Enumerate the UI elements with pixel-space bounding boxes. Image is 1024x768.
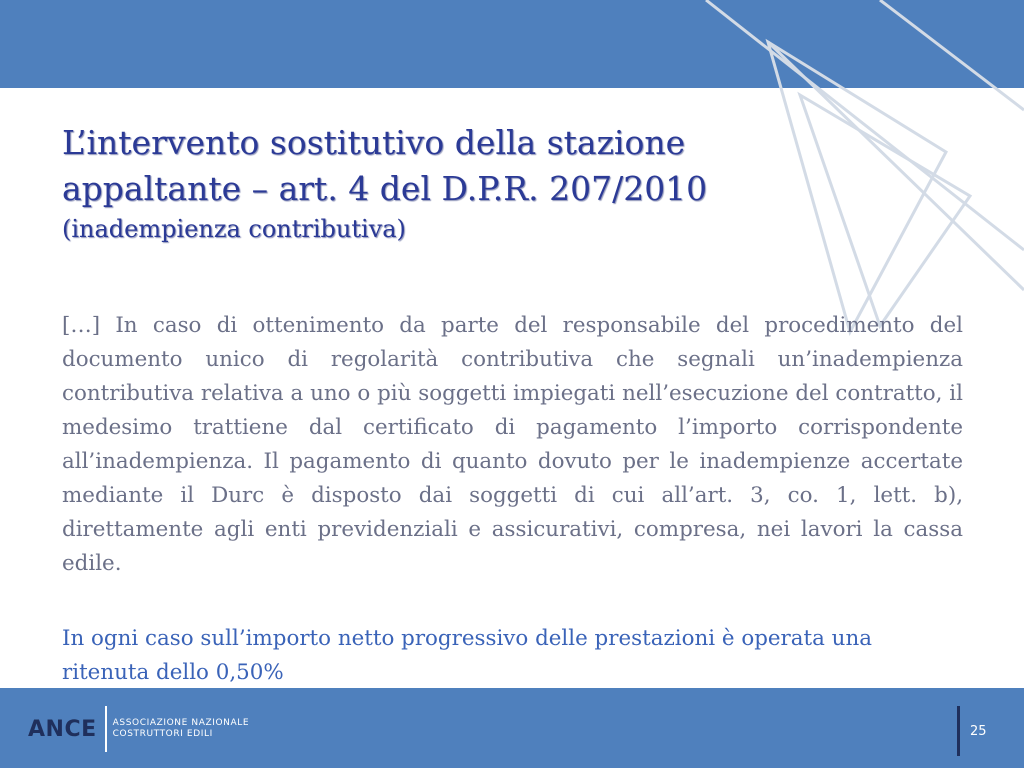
ance-logo [28,706,249,752]
logo-wordmark: ANCE [28,716,97,742]
title-subtitle: (inadempienza contributiva) [62,215,406,243]
slide-title [62,120,822,246]
title-line-1: L’intervento sostitutivo della stazione [62,123,686,162]
page-number: 25 [970,724,987,739]
footer-divider [957,706,960,756]
header-band [0,0,1024,88]
logo-divider [105,706,107,752]
title-line-2: appaltante – art. 4 del D.P.R. 207/2010 [62,169,708,208]
logo-subtitle [113,718,250,740]
body-paragraph: […] In caso di ottenimento da parte del responsabile del procedimento del documento unico di regolarità contributiva che segnali un’inadempienza contributiva relativa a uno o più soggetti impiegati nell’esecuzione del contratto, il medesimo trattiene dal certificato di pagamento l’importo corrispondente all’inadempienza. Il pagamento di quanto dovuto per le inadempienze accertate mediante il Durc è disposto dai soggetti di cui all’art. 3, co. 1, lett. b), direttamente agli enti previdenziali e assicurativi, compresa, nei lavori la cassa edile. [62,313,963,576]
logo-subtitle-line-2: COSTRUTTORI EDILI [112,729,213,739]
logo-subtitle-line-1: ASSOCIAZIONE NAZIONALE [112,718,250,728]
withholding-paragraph: In ogni caso sull’importo netto progressivo delle prestazioni è operata una ritenuta dello 0,50% [62,626,872,685]
